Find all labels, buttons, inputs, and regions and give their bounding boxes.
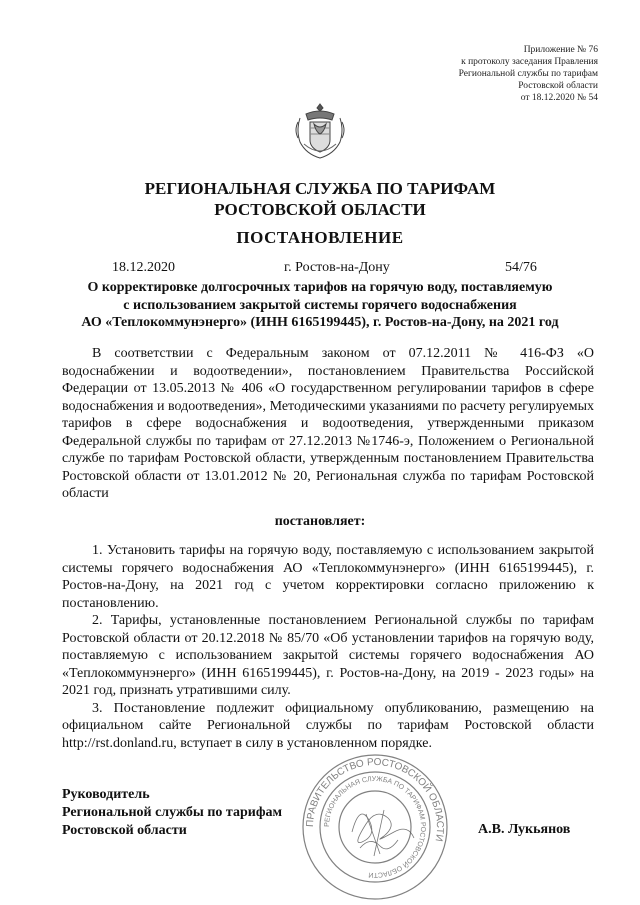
seal-inner-text: РЕГИОНАЛЬНАЯ СЛУЖБА ПО ТАРИФАМ РОСТОВСКОЙ ОБЛАСТИ bbox=[323, 775, 427, 879]
decree-item: 2. Тарифы, установленные постановлением Региональной службы по тарифам Ростовской области от 20.12.2018 № 85/70 «Об установлении тарифов на горячую воду, поставляемую с использованием закрытой системы горячего водоснабжения АО «Теплокоммунэнерго» (ИНН 6165199445), г. Ростов-на-Дону, на 2019 - 2023 годы» на 2021 год, признать утратившими силу. bbox=[62, 613, 594, 698]
seal-outer-text: ПРАВИТЕЛЬСТВО РОСТОВСКОЙ ОБЛАСТИ bbox=[304, 756, 446, 843]
document-number: 54/76 bbox=[505, 260, 537, 275]
document-place: г. Ростов-на-Дону bbox=[284, 260, 390, 275]
appendix-note bbox=[459, 44, 598, 104]
signer-name: А.В. Лукьянов bbox=[478, 822, 571, 837]
decree-item: 1. Установить тарифы на горячую воду, поставляемую с использованием закрытой системы горячего водоснабжения АО «Теплокоммунэнерго» (ИНН 6165199445), г. Ростов-на-Дону, на 2021 год с учетом корректировки согласно приложению к постановлению. bbox=[62, 543, 594, 611]
appendix-line: Региональной службы по тарифам bbox=[458, 69, 598, 79]
preamble-paragraph: В соответствии с Федеральным законом от 07.12.2011 № 416-ФЗ «О водоснабжении и водоотведении», постановлением Правительства Российской Федерации от 13.05.2013 № 406 «О государственном регулировании тарифов в сфере водоснабжения и водоотведения», Методическими указаниями по расчету регулируемых тарифов в сфере водоснабжения и водоотведения, утвержденными приказом Федеральной службы по тарифам от 27.12.2013 №1746-э, Положением о Региональной службе по тарифам Ростовской области, утвержденным постановлением Правительства Ростовской области от 13.01.2012 № 20, Региональная служба по тарифам Ростовской области bbox=[62, 346, 594, 501]
preamble-section bbox=[62, 345, 594, 503]
signer-title bbox=[62, 786, 282, 840]
subject-line: О корректировке долгосрочных тарифов на горячую воду, поставляемую bbox=[87, 280, 553, 295]
signer-title-line: Ростовской области bbox=[62, 823, 187, 838]
signer-title-line: Руководитель bbox=[62, 787, 150, 802]
decree-items bbox=[62, 542, 594, 752]
signature-scribble bbox=[352, 810, 414, 856]
decree-word: постановляет: bbox=[274, 514, 366, 529]
subject-line: АО «Теплокоммунэнерго» (ИНН 6165199445), г. Ростов-на-Дону, на 2021 год bbox=[81, 315, 559, 330]
decree-item: 3. Постановление подлежит официальному опубликованию, размещению на официальном сайте Региональной службы по тарифам Ростовской области http://rst.donland.ru, вступает в силу в установленном порядке. bbox=[62, 700, 594, 751]
document-type: ПОСТАНОВЛЕНИЕ bbox=[236, 228, 404, 247]
appendix-line: Ростовской области bbox=[518, 81, 598, 91]
organization-title-line: РЕГИОНАЛЬНАЯ СЛУЖБА ПО ТАРИФАМ bbox=[144, 179, 496, 198]
subject-line: с использованием закрытой системы горячего водоснабжения bbox=[123, 297, 517, 313]
document-date: 18.12.2020 bbox=[112, 260, 175, 275]
organization-title bbox=[0, 178, 640, 220]
coat-of-arms-icon bbox=[292, 100, 348, 162]
organization-title-line: РОСТОВСКОЙ ОБЛАСТИ bbox=[214, 200, 426, 219]
appendix-line: к протоколу заседания Правления bbox=[461, 57, 598, 67]
official-seal bbox=[300, 752, 450, 902]
signer-title-line: Региональной службы по тарифам bbox=[62, 805, 283, 820]
document-subject bbox=[40, 279, 600, 332]
appendix-line: Приложение № 76 bbox=[523, 45, 598, 55]
appendix-line: от 18.12.2020 № 54 bbox=[520, 93, 598, 103]
